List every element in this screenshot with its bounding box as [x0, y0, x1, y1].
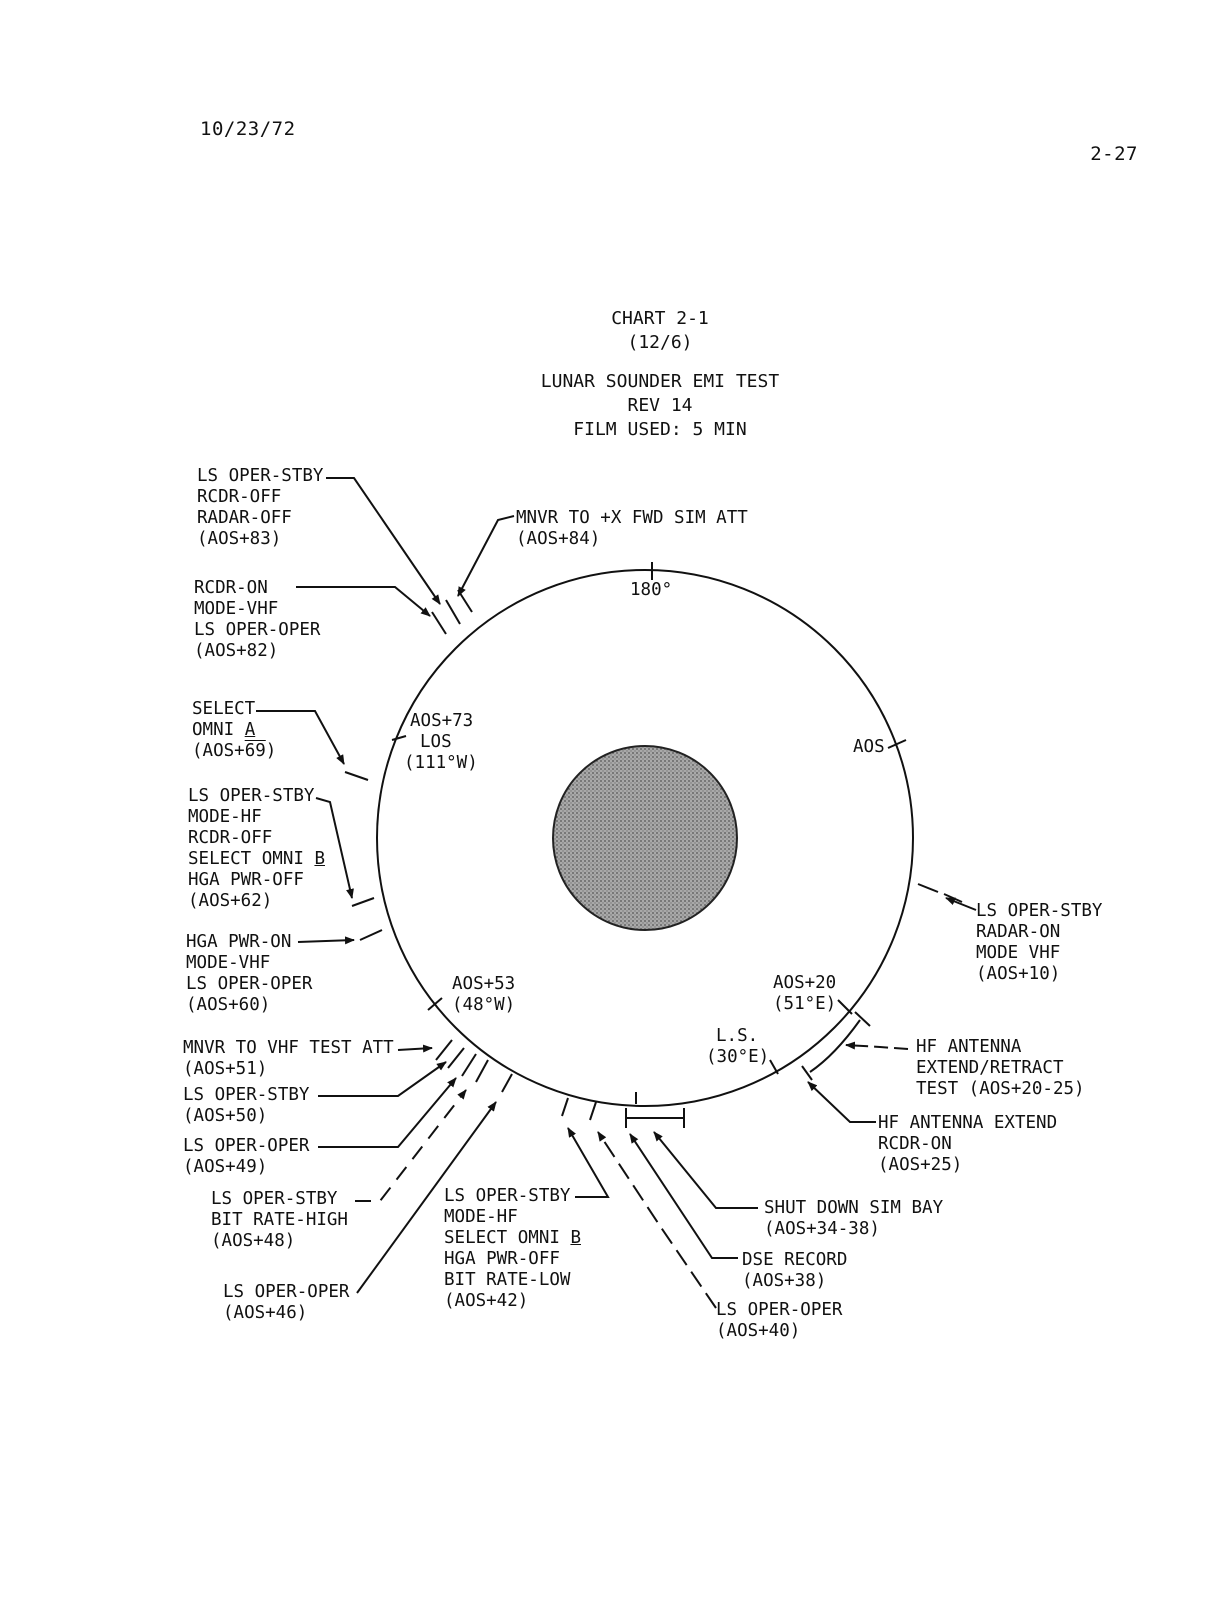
event-aos42: LS OPER-STBY MODE-HF SELECT OMNI B HGA PWR-OFF BIT RATE-LOW (AOS+42)	[444, 1186, 581, 1311]
leader-aos10	[946, 898, 976, 910]
label-landing-site-longitude: (30°E)	[706, 1047, 770, 1067]
label-aos20-longitude: (51°E)	[773, 994, 837, 1014]
leader-aos34	[654, 1132, 758, 1208]
label-aos73: AOS+73	[410, 711, 474, 731]
label-los: LOS	[420, 732, 452, 752]
label-los-longitude: (111°W)	[404, 753, 478, 773]
event-aos10: LS OPER-STBY RADAR-ON MODE VHF (AOS+10)	[976, 901, 1103, 984]
moon-disc	[553, 746, 737, 930]
event-aos62: LS OPER-STBY MODE-HF RCDR-OFF SELECT OMNI B HGA PWR-OFF (AOS+62)	[188, 786, 325, 911]
tick-aos20	[838, 1000, 852, 1014]
event-aos83: LS OPER-STBY RCDR-OFF RADAR-OFF (AOS+83)	[197, 466, 324, 549]
event-aos38: DSE RECORD (AOS+38)	[742, 1250, 848, 1291]
leader-aos2025	[846, 1045, 908, 1049]
event-aos49: LS OPER-OPER (AOS+49)	[183, 1136, 310, 1177]
event-aos40: LS OPER-OPER (AOS+40)	[716, 1300, 843, 1341]
event-aos46: LS OPER-OPER (AOS+46)	[223, 1282, 350, 1323]
event-aos20-25: HF ANTENNA EXTEND/RETRACT TEST (AOS+20-25)	[916, 1037, 1085, 1099]
leader-aos40	[598, 1132, 716, 1308]
leader-aos38	[630, 1134, 738, 1258]
page-number: 2-27	[1090, 143, 1138, 165]
event-aos60: HGA PWR-ON MODE-VHF LS OPER-OPER (AOS+60)	[186, 932, 313, 1015]
leader-aos83	[326, 478, 440, 604]
label-landing-site: L.S.	[716, 1026, 759, 1046]
label-aos53: AOS+53	[452, 974, 516, 994]
chart-date: (12/6)	[627, 332, 693, 353]
event-aos50: LS OPER-STBY (AOS+50)	[183, 1085, 310, 1126]
label-aos: AOS	[853, 737, 885, 757]
tick-aos73	[392, 736, 406, 740]
tick-aos53	[428, 998, 442, 1010]
leader-aos48	[355, 1090, 466, 1201]
leader-aos49	[318, 1078, 456, 1147]
leader-aos25	[808, 1082, 876, 1122]
event-aos48: LS OPER-STBY BIT RATE-HIGH (AOS+48)	[211, 1189, 348, 1251]
event-aos34-38: SHUT DOWN SIM BAY (AOS+34-38)	[764, 1198, 944, 1239]
chart-title: LUNAR SOUNDER EMI TEST	[540, 371, 780, 392]
label-180-deg: 180°	[630, 580, 673, 600]
label-aos53-longitude: (48°W)	[452, 995, 516, 1015]
event-aos69: SELECT OMNI A (AOS+69)	[192, 699, 277, 761]
label-aos20: AOS+20	[773, 973, 837, 993]
chart-number: CHART 2-1	[611, 308, 709, 329]
event-aos84: MNVR TO +X FWD SIM ATT (AOS+84)	[516, 508, 748, 549]
chart-rev: REV 14	[627, 395, 693, 416]
event-aos25: HF ANTENNA EXTEND RCDR-ON (AOS+25)	[878, 1113, 1058, 1175]
document-date: 10/23/72	[200, 118, 296, 140]
leader-aos84	[458, 516, 514, 596]
leader-aos51	[398, 1048, 432, 1050]
chart-film-used: FILM USED: 5 MIN	[573, 419, 747, 440]
event-aos51: MNVR TO VHF TEST ATT (AOS+51)	[183, 1038, 394, 1079]
event-aos82: RCDR-ON MODE-VHF LS OPER-OPER (AOS+82)	[194, 578, 321, 661]
